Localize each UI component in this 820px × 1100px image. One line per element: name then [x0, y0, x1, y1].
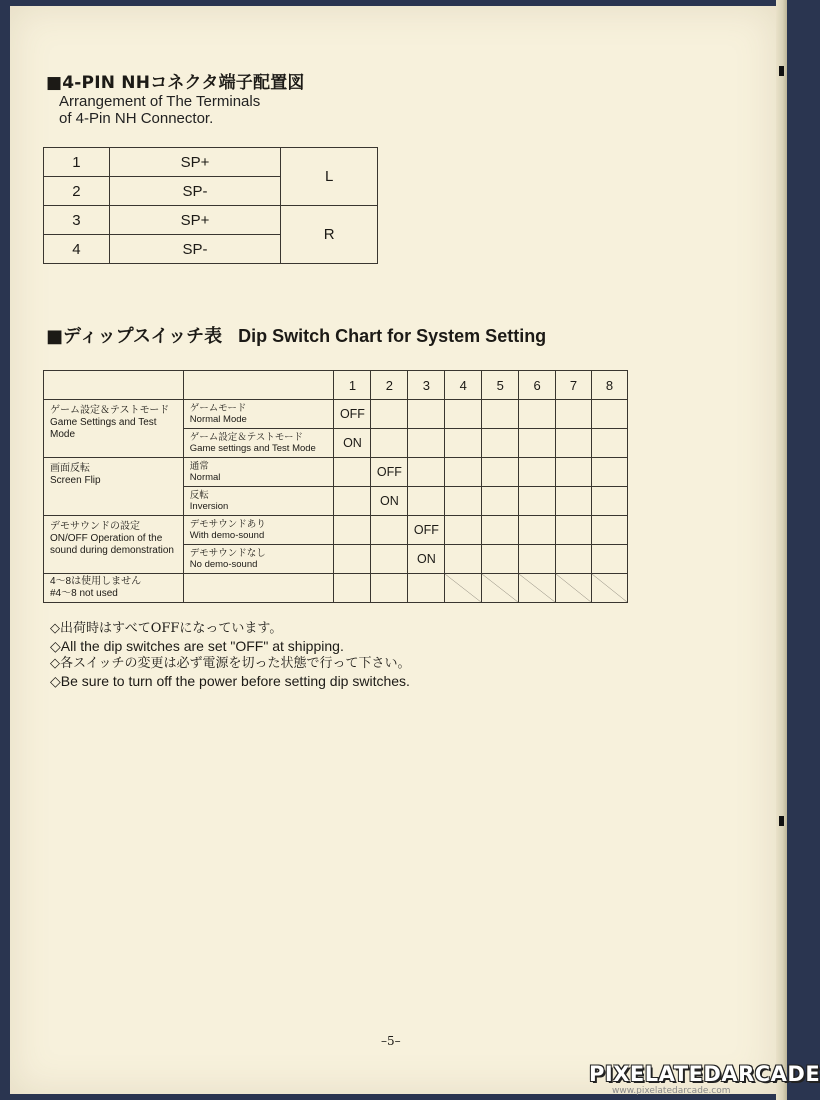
dip-title-jp: ■ディップスイッチ表: [46, 326, 223, 347]
switch-number: 7: [556, 371, 592, 400]
table-row: [44, 516, 628, 545]
channel-label: R: [281, 206, 378, 264]
setting-option: [183, 545, 334, 574]
pin-number: 2: [44, 177, 110, 206]
page-number: –5–: [381, 1034, 401, 1048]
switch-value: OFF: [334, 400, 371, 429]
edge-tab-mark: [779, 66, 784, 76]
setting-option: [183, 458, 334, 487]
subtitle-line-2: of 4-Pin NH Connector.: [59, 110, 214, 127]
pin-signal: SP+: [109, 206, 280, 235]
switch-number: 6: [519, 371, 556, 400]
pin-signal: SP-: [109, 235, 280, 264]
switch-number: 3: [408, 371, 445, 400]
unused-switch-cell: [519, 574, 556, 603]
option-en: Normal Mode: [189, 414, 247, 425]
option-en: With demo-sound: [189, 530, 265, 541]
table-row: [44, 206, 378, 235]
setting-option: [183, 429, 334, 458]
dip-switch-table: [43, 370, 628, 603]
pin-arrangement-table: [43, 147, 378, 264]
table-header-row: [44, 371, 628, 400]
option-jp: デモサウンドあり: [189, 519, 266, 530]
switch-value: ON: [408, 545, 445, 574]
page-edge: [776, 0, 787, 1100]
dip-section-title: [46, 322, 546, 348]
switch-value: ON: [334, 429, 371, 458]
unused-en: #4～8 not used: [50, 588, 118, 599]
switch-value: ON: [371, 487, 408, 516]
note-line: ◇各スイッチの変更は必ず電源を切った状態で行って下さい。: [50, 656, 411, 671]
pin-number: 4: [44, 235, 110, 264]
watermark-brand: PIXELATEDARCADE: [589, 1062, 820, 1086]
switch-number: 5: [482, 371, 519, 400]
setting-category: [44, 458, 184, 516]
table-row: [44, 458, 628, 487]
option-jp: ゲーム設定＆テストモード: [189, 432, 304, 443]
option-en: Normal: [189, 472, 221, 483]
edge-tab-mark: [779, 816, 784, 826]
switch-number: 4: [445, 371, 482, 400]
switch-number: 8: [591, 371, 627, 400]
unused-switch-cell: [445, 574, 482, 603]
setting-option: [183, 487, 334, 516]
header-blank: [183, 371, 334, 400]
option-jp: 反転: [189, 490, 209, 501]
category-jp: 画面反転: [50, 463, 90, 474]
note-line: ◇All the dip switches are set "OFF" at shipping.: [50, 637, 344, 654]
setting-option: [183, 516, 334, 545]
setting-category: [44, 516, 184, 574]
switch-number: 2: [371, 371, 408, 400]
unused-switch-cell: [556, 574, 592, 603]
option-jp: 通常: [189, 461, 209, 472]
option-en: Inversion: [189, 501, 229, 512]
category-en: Game Settings and Test Mode: [50, 417, 157, 440]
category-en: ON/OFF Operation of the sound during demonstration: [50, 533, 174, 556]
notes-block: [50, 620, 410, 690]
channel-label: L: [281, 148, 378, 206]
subtitle-line-1: Arrangement of The Terminals: [59, 93, 261, 110]
option-en: Game settings and Test Mode: [189, 443, 316, 454]
unused-jp: 4～8は使用しません: [50, 576, 142, 587]
table-row: [44, 148, 378, 177]
switch-value: OFF: [371, 458, 408, 487]
category-en: Screen Flip: [50, 475, 101, 486]
pin-number: 1: [44, 148, 110, 177]
table-row: [44, 400, 628, 429]
pin-number: 3: [44, 206, 110, 235]
unused-switch-cell: [591, 574, 627, 603]
setting-option: [183, 400, 334, 429]
pin-signal: SP-: [109, 177, 280, 206]
option-jp: デモサウンドなし: [189, 548, 266, 559]
header-blank: [44, 371, 184, 400]
category-jp: ゲーム設定＆テストモード: [50, 405, 170, 416]
category-jp: デモサウンドの設定: [50, 521, 140, 532]
watermark-url: www.pixelatedarcade.com: [612, 1086, 731, 1096]
connector-section-title: ■4-PIN NHコネクタ端子配置図: [46, 73, 305, 93]
setting-category: [44, 400, 184, 458]
option-en: No demo-sound: [189, 559, 258, 570]
table-row: [44, 574, 628, 603]
note-line: ◇Be sure to turn off the power before setting dip switches.: [50, 672, 410, 689]
switch-number: 1: [334, 371, 371, 400]
unused-note: [44, 574, 184, 603]
connector-section-subtitle: [59, 93, 260, 127]
pin-signal: SP+: [109, 148, 280, 177]
note-line: ◇出荷時はすべてOFFになっています。: [50, 621, 283, 636]
unused-switch-cell: [482, 574, 519, 603]
dip-title-en: Dip Switch Chart for System Setting: [238, 326, 547, 346]
switch-value: OFF: [408, 516, 445, 545]
option-jp: ゲームモード: [189, 403, 247, 414]
